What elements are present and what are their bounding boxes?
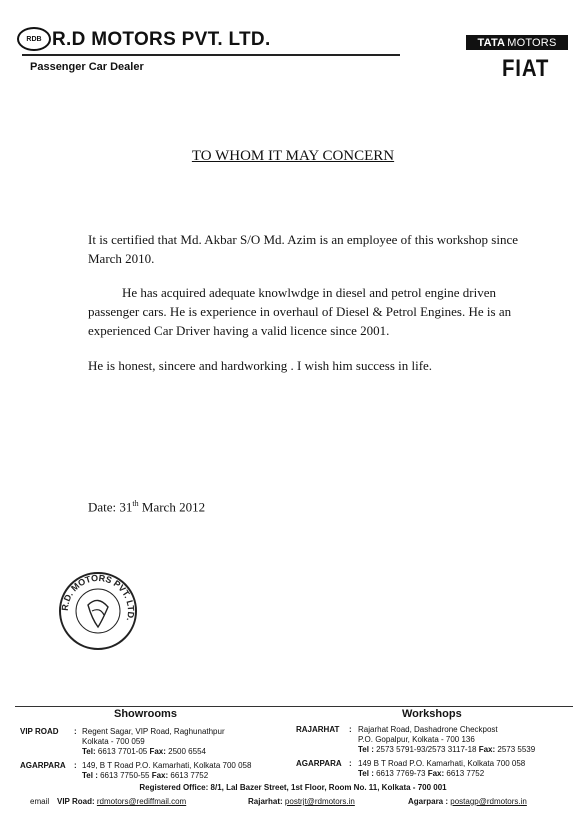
email-label: email: [30, 797, 50, 806]
email-location-label: Agarpara :: [408, 797, 449, 806]
workshop-sep: :: [349, 759, 352, 768]
fax-label: Fax:: [151, 771, 169, 780]
company-stamp-icon: [58, 571, 138, 651]
letter-paragraph-3: He is honest, sincere and hardworking . I wish him success in life.: [88, 358, 433, 373]
company-name: R.D MOTORS PVT. LTD.: [52, 29, 271, 50]
tel-value: 6613 7701-05: [95, 747, 150, 756]
showroom-label-agarpara: AGARPARA: [20, 761, 66, 770]
tel-label: Tel:: [82, 747, 96, 756]
fax-label: Fax:: [427, 769, 445, 778]
workshop-contact: [358, 769, 484, 779]
letter-date: [88, 499, 205, 515]
showroom-address-line: Kolkata - 700 059: [82, 737, 145, 746]
fax-value: 2500 6554: [165, 747, 206, 756]
showroom-contact: [82, 747, 206, 757]
fax-value: 6613 7752: [444, 769, 485, 778]
header-divider: [22, 54, 400, 56]
workshop-address-line: P.O. Gopalpur, Kolkata - 700 136: [358, 735, 475, 744]
fax-value: 6613 7752: [168, 771, 209, 780]
workshop-address-line: 149 B T Road P.O. Kamarhati, Kolkata 700 058: [358, 759, 526, 768]
workshop-address-line: Rajarhat Road, Dashadrone Checkpost: [358, 725, 498, 734]
tel-label: Tel :: [358, 745, 374, 754]
showroom-address-line: Regent Sagar, VIP Road, Raghunathpur: [82, 727, 225, 736]
workshops-title: Workshops: [402, 708, 462, 720]
company-tagline: Passenger Car Dealer: [30, 61, 144, 73]
showroom-label-vip-road: VIP ROAD: [20, 727, 59, 736]
email-link[interactable]: postagp@rdmotors.in: [450, 797, 527, 806]
tel-label: Tel :: [358, 769, 374, 778]
workshop-contact: [358, 745, 535, 755]
showrooms-title: Showrooms: [114, 708, 177, 720]
workshop-label-rajarhat: RAJARHAT: [296, 725, 340, 734]
email-rajarhat: [248, 797, 355, 806]
fax-label: Fax:: [478, 745, 496, 754]
company-logo: RDB: [17, 27, 51, 51]
date-label: Date: 31: [88, 499, 133, 515]
email-vip-road: [57, 797, 186, 806]
tel-value: 6613 7769-73: [373, 769, 428, 778]
tata-logo-text: TATA: [477, 36, 506, 49]
showroom-sep: :: [74, 727, 77, 736]
email-location-label: Rajarhat:: [248, 797, 283, 806]
date-month-year: March 2012: [138, 499, 206, 515]
fax-label: Fax:: [149, 747, 166, 756]
registered-office: Registered Office: 8/1, Lal Bazer Street, 1st Floor, Room No. 11, Kolkata - 700 001: [139, 783, 447, 792]
fax-value: 2573 5539: [495, 745, 536, 754]
tel-label: Tel :: [82, 771, 98, 780]
letter-heading: TO WHOM IT MAY CONCERN: [191, 148, 395, 164]
letter-paragraph-1: It is certified that Md. Akbar S/O Md. Azim is an employee of this workshop since March 2010.: [88, 232, 519, 266]
tata-motors-logo: [466, 35, 568, 50]
tel-value: 6613 7750-55: [97, 771, 152, 780]
workshop-label-agarpara: AGARPARA: [296, 759, 342, 768]
email-location-label: VIP Road:: [57, 797, 95, 806]
showroom-address-line: 149, B T Road P.O. Kamarhati, Kolkata 700 058: [82, 761, 252, 770]
motors-logo-text: MOTORS: [507, 36, 557, 49]
tel-value: 2573 5791-93/2573 3117-18: [373, 745, 479, 754]
footer-divider: [15, 706, 573, 707]
workshop-sep: :: [349, 725, 352, 734]
email-link[interactable]: rdmotors@rediffmail.com: [96, 797, 187, 806]
stamp-text: R.D. MOTORS PVT. LTD.: [59, 572, 137, 623]
fiat-logo: FIAT: [502, 55, 550, 82]
svg-text:R.D. MOTORS PVT. LTD.: [60, 573, 136, 622]
email-agarpara: [408, 797, 527, 806]
letter-paragraph-2: He has acquired adequate knowlwdge in diesel and petrol engine driven passenger cars. He is experience in overhaul of Diesel & Petrol Engines. He is an experienced Car Driver having a valid licence since 2001.: [88, 285, 512, 338]
showroom-contact: [82, 771, 208, 781]
email-link[interactable]: postrjt@rdmotors.in: [284, 797, 355, 806]
date-suffix: th: [132, 499, 139, 508]
showroom-sep: :: [74, 761, 77, 770]
